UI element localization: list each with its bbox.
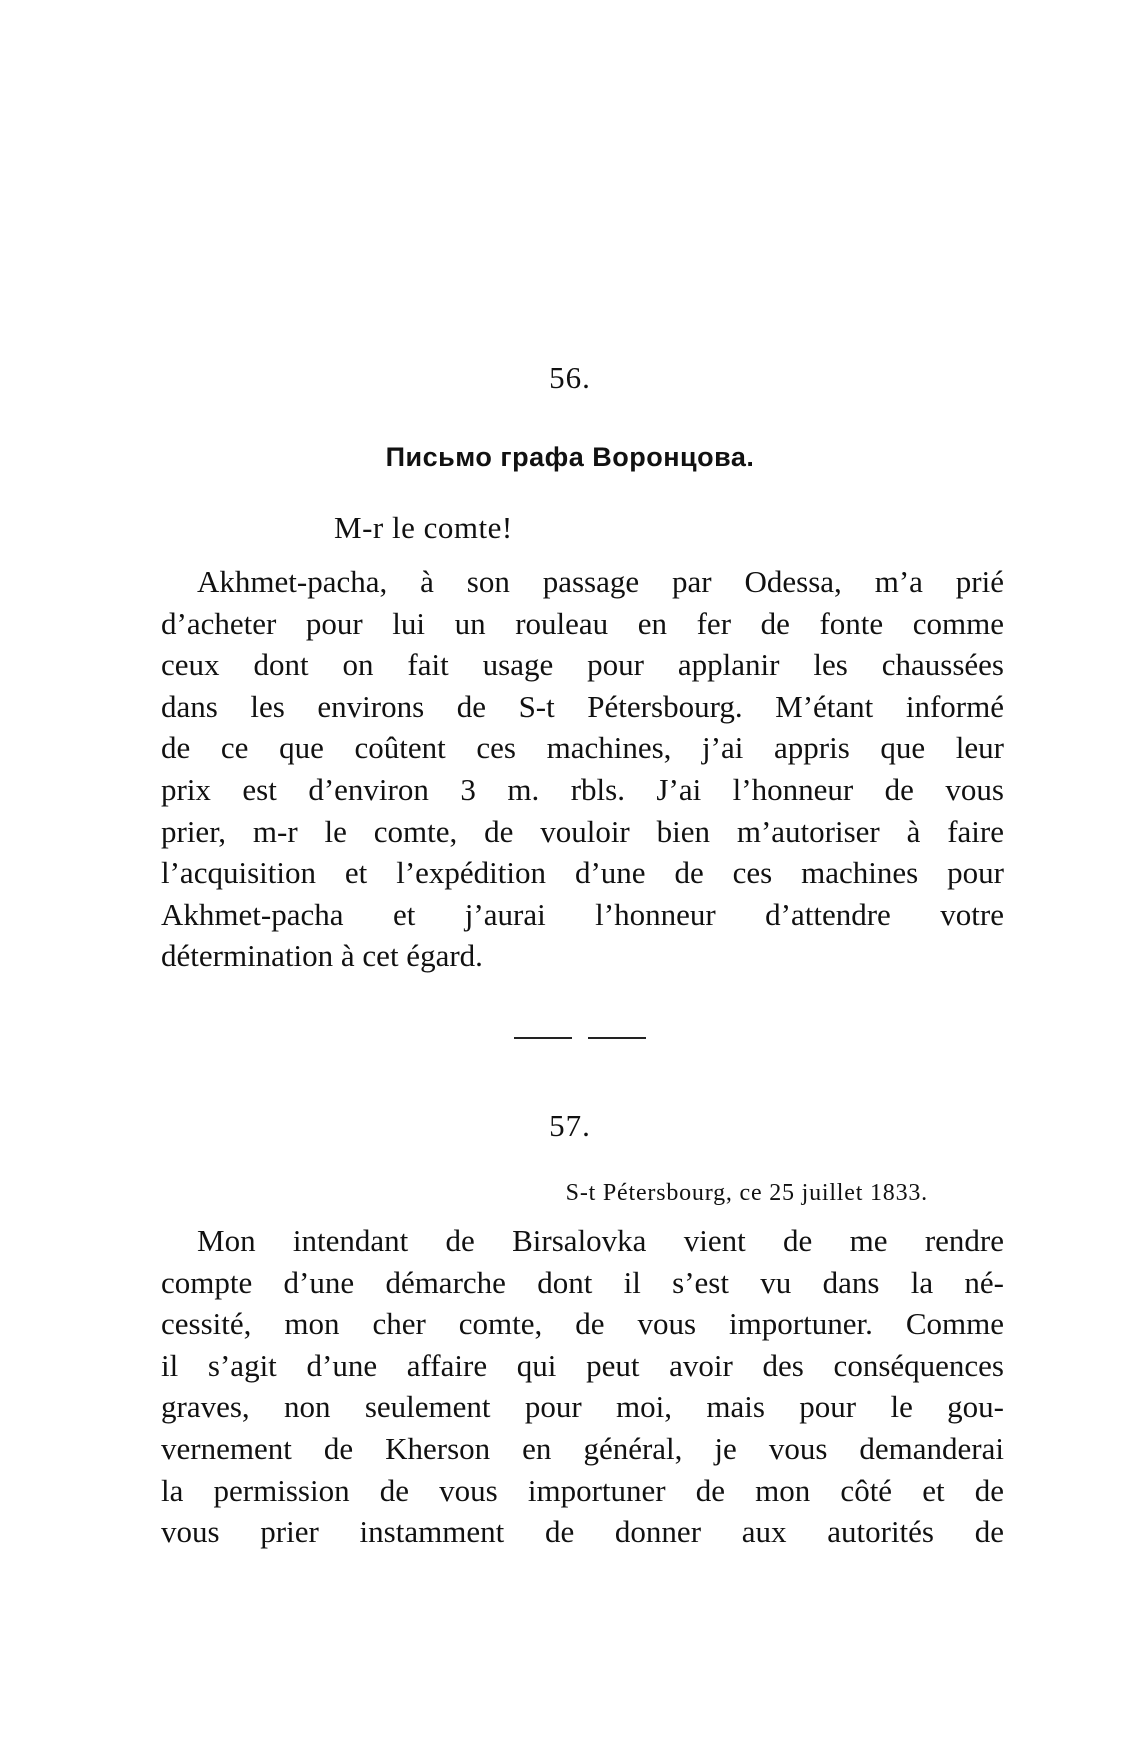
letter-body [161,561,1004,977]
letter-salutation: M-r le comte! [334,510,513,545]
text-line: il s’agit d’une affaire qui peut avoir des conséquences [161,1347,1004,1383]
section-separator [588,1037,646,1039]
document-title: Письмо графа Воронцова. [385,442,755,472]
text-line: prier, m-r le comte, de vouloir bien m’autoriser à faire [161,813,1004,849]
text-line: graves, non seulement pour moi, mais pour le gou- [161,1389,1004,1425]
text-line: Mon intendant de Birsalovka vient de me rendre [197,1223,1004,1258]
text-line: la permission de vous importuner de mon côté et de [161,1472,1004,1508]
text-line: ceux dont on fait usage pour applanir les chaussées [161,647,1004,683]
text-line: d’acheter pour lui un rouleau en fer de fonte comme [161,605,1004,641]
text-line: vernement de Kherson en général, je vous demanderai [161,1430,1004,1466]
document-number: 57. [549,1108,591,1143]
text-line: cessité, mon cher comte, de vous importuner. Comme [161,1306,1004,1342]
section-separator [514,1037,572,1039]
letter-dateline: S-t Pétersbourg, ce 25 juillet 1833. [565,1180,928,1206]
document-number: 56. [549,360,591,395]
text-line: dans les environs de S-t Pétersbourg. M’étant informé [161,688,1004,724]
text-line: de ce que coûtent ces machines, j’ai appris que leur [161,730,1004,766]
text-line: l’acquisition et l’expédition d’une de ces machines pour [161,855,1004,891]
letter-body [161,1220,1004,1553]
text-line: détermination à cet égard. [161,938,483,974]
text-line: Akhmet-pacha, à son passage par Odessa, m’a prié [197,564,1004,599]
text-line: Akhmet-pacha et j’aurai l’honneur d’attendre votre [161,896,1004,932]
text-line: vous prier instamment de donner aux autorités de [161,1514,1004,1550]
text-line: prix est d’environ 3 m. rbls. J’ai l’honneur de vous [161,771,1004,807]
text-line: compte d’une démarche dont il s’est vu dans la né- [161,1264,1004,1300]
